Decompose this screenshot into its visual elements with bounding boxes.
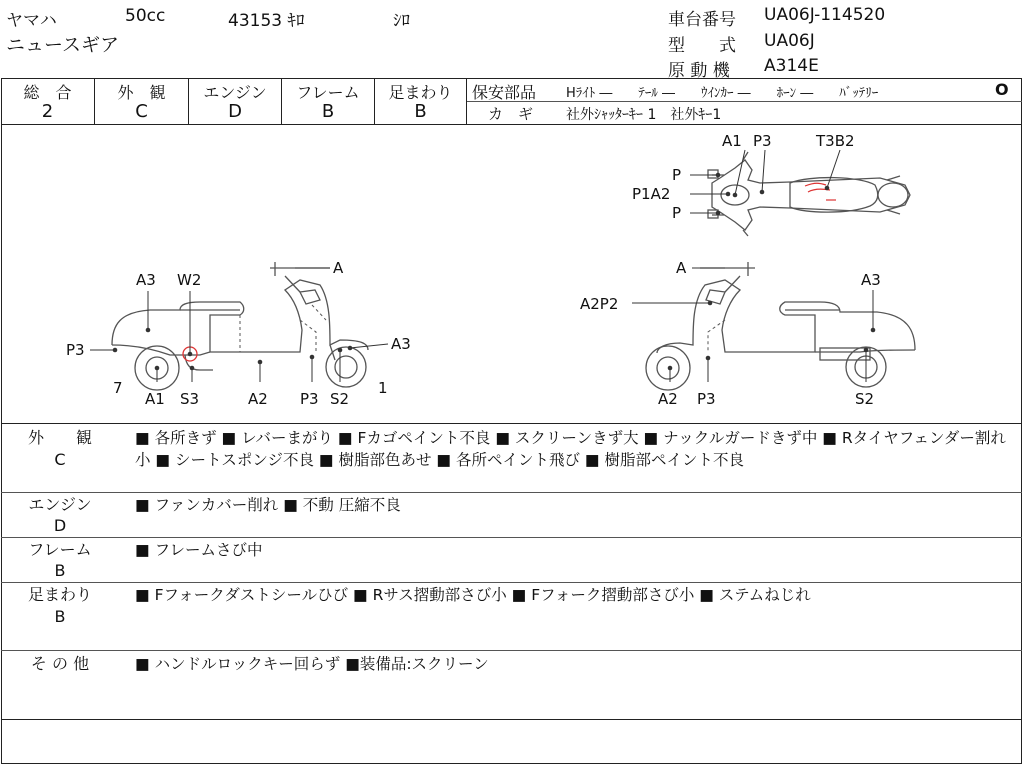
- label-left-7: 7: [113, 379, 123, 397]
- grade-engine-label: エンジン: [203, 83, 267, 102]
- displacement: 50cc: [125, 6, 166, 26]
- detail-divider-1: [1, 492, 1022, 493]
- label-top-p-upper: P: [672, 166, 682, 184]
- label-left-p3: P3: [66, 341, 85, 359]
- label-left-a2: A2: [248, 390, 268, 408]
- mileage: 43153 ｷﾛ: [228, 11, 305, 31]
- type-value: UA06J: [764, 31, 815, 51]
- grade-engine-value: D: [228, 101, 242, 122]
- label-left-a3-seat: A3: [136, 271, 156, 289]
- maker: ヤマハ: [6, 11, 57, 31]
- safety-divider: [467, 101, 1022, 102]
- detail-divider-2: [1, 537, 1022, 538]
- label-top-p-lower: P: [672, 204, 682, 222]
- grade-exterior-value: C: [135, 101, 148, 122]
- detail-other-label: そ の 他: [30, 654, 90, 673]
- label-top-p1a2: P1A2: [632, 185, 671, 203]
- label-right-p3: P3: [697, 390, 716, 408]
- label-top-a1: A1: [722, 132, 742, 150]
- engine-value: A314E: [764, 56, 819, 76]
- detail-divider-4: [1, 650, 1022, 651]
- label-right-s2: S2: [855, 390, 875, 408]
- detail-other-text: ■ ハンドルロックキー回らず ■装備品:スクリーン: [135, 655, 489, 673]
- key-label: カ ギ: [488, 105, 534, 123]
- label-top-t3b2: T3B2: [816, 132, 855, 150]
- grade-frame-label: フレーム: [296, 83, 360, 102]
- label-left-1: 1: [378, 379, 388, 397]
- detail-divider-3: [1, 582, 1022, 583]
- detail-suspension-grade: B: [54, 607, 66, 626]
- grade-overall-value: 2: [41, 101, 54, 122]
- detail-frame-label: フレーム: [28, 540, 92, 559]
- battery-mark: O: [995, 80, 1009, 99]
- safety-label: 保安部品: [472, 83, 537, 102]
- detail-frame-text: ■ フレームさび中: [135, 541, 263, 559]
- detail-engine-text: ■ ファンカバー削れ ■ 不動 圧縮不良: [135, 496, 401, 514]
- key-value: 社外ｼｬｯﾀｰｷｰ 1 社外ｷｰ1: [566, 107, 722, 123]
- label-left-s3: S3: [180, 390, 200, 408]
- grade-overall-label: 総 合: [23, 83, 72, 102]
- model-name: ニュースギア: [6, 34, 120, 56]
- detail-exterior-text: ■ 各所きず ■ レバーまがり ■ Fカゴペイント不良 ■ スクリーンきず大 ■ ナックルガードきず中 ■ Rタイヤフェンダー割れ小 ■ シートスポンジ不良 ■ 樹脂部色あせ ■ 各所ペイント飛び ■ 樹脂部ペイント不良: [135, 429, 1006, 469]
- detail-frame-grade: B: [54, 561, 66, 580]
- label-right-a2p2: A2P2: [580, 295, 619, 313]
- label-right-a2: A2: [658, 390, 678, 408]
- label-right-a3: A3: [861, 271, 881, 289]
- grade-suspension-value: B: [414, 101, 427, 122]
- grade-exterior-label: 外 観: [117, 83, 166, 102]
- bottom-divider: [1, 719, 1022, 720]
- label-right-a-handle: A: [676, 259, 687, 277]
- color: ｼﾛ: [393, 11, 410, 31]
- detail-exterior-grade: C: [54, 450, 66, 469]
- label-left-a1: A1: [145, 390, 165, 408]
- frame-no: UA06J-114520: [764, 5, 886, 25]
- label-left-a-handle: A: [333, 259, 344, 277]
- safety-items: Hﾗｲﾄ ― ﾃｰﾙ ― ｳｲﾝｶｰ ― ﾎｰﾝ ― ﾊﾞｯﾃﾘｰ: [566, 86, 879, 101]
- grade-suspension-label: 足まわり: [388, 83, 453, 102]
- label-left-p3-bottom: P3: [300, 390, 319, 408]
- engine-label: 原 動 機: [668, 61, 730, 81]
- type-label: 型 式: [668, 36, 736, 56]
- label-left-s2: S2: [330, 390, 350, 408]
- diagram-divider: [1, 423, 1022, 424]
- top-view-scooter: [708, 152, 910, 236]
- top-view-damage-mark: [805, 183, 836, 200]
- detail-suspension-text: ■ Fフォークダストシールひび ■ Rサス摺動部さび小 ■ Fフォーク摺動部さび小 ■ ステムねじれ: [135, 586, 811, 604]
- label-left-w2: W2: [177, 271, 202, 289]
- detail-engine-label: エンジン: [28, 495, 92, 514]
- grade-frame-value: B: [321, 101, 335, 122]
- detail-exterior-label: 外 観: [27, 428, 92, 447]
- detail-suspension-label: 足まわり: [27, 585, 92, 604]
- detail-engine-grade: D: [53, 516, 67, 535]
- label-top-p3: P3: [753, 132, 772, 150]
- frame-no-label: 車台番号: [668, 10, 736, 30]
- label-left-a3-front: A3: [391, 335, 411, 353]
